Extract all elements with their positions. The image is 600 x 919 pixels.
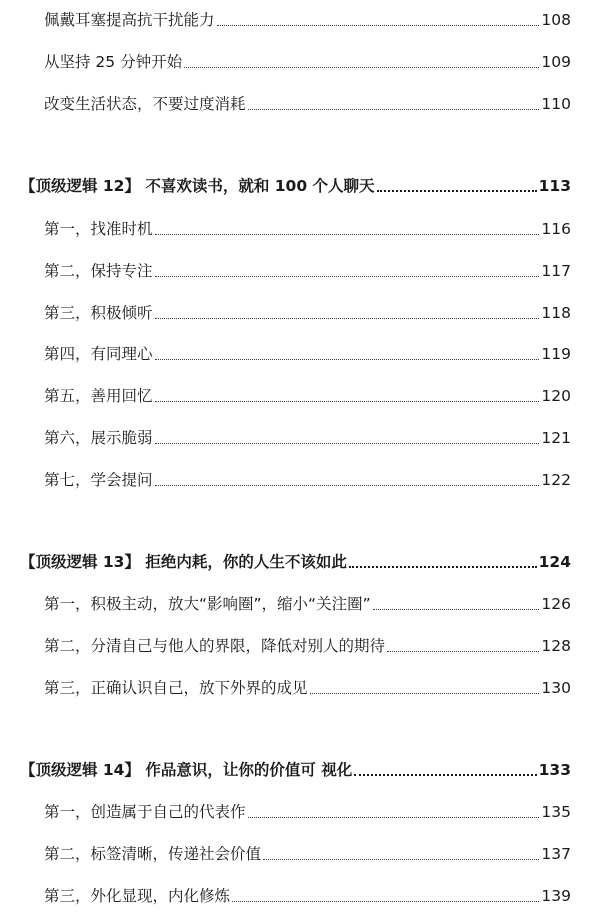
toc-chapter-title: 【顶级逻辑 12】 不喜欢读书，就和 100 个人聊天 (20, 177, 375, 195)
toc-entry-title: 第一，积极主动，放大“影响圈”，缩小“关注圈” (44, 595, 371, 613)
toc-entry-title: 第五，善用回忆 (44, 387, 153, 405)
toc-entry-title: 第一，找准时机 (44, 220, 153, 238)
toc-entry[interactable] (0, 418, 600, 448)
toc-entry-title: 第七，学会提问 (44, 471, 153, 489)
toc-page-number: 128 (541, 637, 571, 655)
toc-entry[interactable] (0, 584, 600, 614)
toc-page-number: 120 (541, 387, 571, 405)
toc-chapter-title: 【顶级逻辑 13】 拒绝内耗，你的人生不该如此 (20, 553, 347, 571)
toc-page-number: 118 (541, 304, 571, 322)
dot-leader (310, 693, 540, 694)
dot-leader (349, 566, 537, 568)
dot-leader (377, 190, 537, 192)
toc-entry[interactable] (0, 876, 600, 906)
toc-page-number: 122 (541, 471, 571, 489)
toc-entry-title: 第一，创造属于自己的代表作 (44, 803, 246, 821)
toc-entry[interactable] (0, 834, 600, 864)
toc-page-number: 117 (541, 262, 571, 280)
toc-page-number: 119 (541, 345, 571, 363)
toc-entry-title: 第六，展示脆弱 (44, 429, 153, 447)
toc-entry[interactable] (0, 668, 600, 698)
toc-chapter-title: 【顶级逻辑 14】 作品意识，让你的价值可 视化 (20, 761, 353, 779)
toc-entry-title: 佩戴耳塞提高抗干扰能力 (44, 11, 215, 29)
dot-leader (232, 901, 539, 902)
toc-entry-title: 第二，分清自己与他人的界限，降低对别人的期待 (44, 637, 386, 655)
toc-entry-title: 第二，保持专注 (44, 262, 153, 280)
toc-page-number: 130 (541, 679, 571, 697)
toc-page-number: 110 (541, 95, 571, 113)
toc-page-number: 116 (541, 220, 571, 238)
toc-entry-title: 第三，外化显现，内化修炼 (44, 887, 231, 905)
toc-entry-title: 第三，正确认识自己，放下外界的成见 (44, 679, 308, 697)
dot-leader (155, 485, 540, 486)
dot-leader (155, 401, 540, 402)
toc-page-number: 121 (541, 429, 571, 447)
toc-chapter-heading[interactable] (0, 750, 600, 780)
dot-leader (248, 109, 540, 110)
dot-leader (184, 67, 539, 68)
toc-entry-title: 从坚持 25 分钟开始 (44, 53, 183, 71)
toc-page-number: 126 (541, 595, 571, 613)
toc-entry[interactable] (0, 376, 600, 406)
dot-leader (155, 443, 540, 444)
dot-leader (263, 859, 539, 860)
dot-leader (217, 25, 540, 26)
toc-page-number: 133 (538, 761, 571, 779)
toc-page-number: 135 (541, 803, 571, 821)
toc-entry[interactable] (0, 42, 600, 72)
toc-page-number: 137 (541, 845, 571, 863)
toc-entry[interactable] (0, 251, 600, 281)
toc-entry[interactable] (0, 792, 600, 822)
toc-entry[interactable] (0, 0, 600, 30)
toc-entry[interactable] (0, 293, 600, 323)
toc-page-number: 113 (538, 177, 571, 195)
dot-leader (155, 276, 540, 277)
toc-entry-title: 第二，标签清晰，传递社会价值 (44, 845, 262, 863)
toc-entry[interactable] (0, 84, 600, 114)
toc-chapter-heading[interactable] (0, 542, 600, 572)
dot-leader (248, 817, 540, 818)
toc-page-number: 108 (541, 11, 571, 29)
toc-page-number: 124 (538, 553, 571, 571)
dot-leader (387, 651, 539, 652)
dot-leader (155, 359, 540, 360)
toc-entry-title: 改变生活状态，不要过度消耗 (44, 95, 246, 113)
dot-leader (373, 609, 540, 610)
toc-entry[interactable] (0, 460, 600, 490)
toc-page-number: 139 (541, 887, 571, 905)
dot-leader (354, 774, 536, 776)
toc-entry[interactable] (0, 626, 600, 656)
toc-entry[interactable] (0, 334, 600, 364)
toc-page-number: 109 (541, 53, 571, 71)
dot-leader (155, 318, 540, 319)
toc-entry-title: 第三，积极倾听 (44, 304, 153, 322)
toc-chapter-heading[interactable] (0, 166, 600, 196)
dot-leader (155, 234, 540, 235)
toc-entry-title: 第四，有同理心 (44, 345, 153, 363)
toc-entry[interactable] (0, 209, 600, 239)
